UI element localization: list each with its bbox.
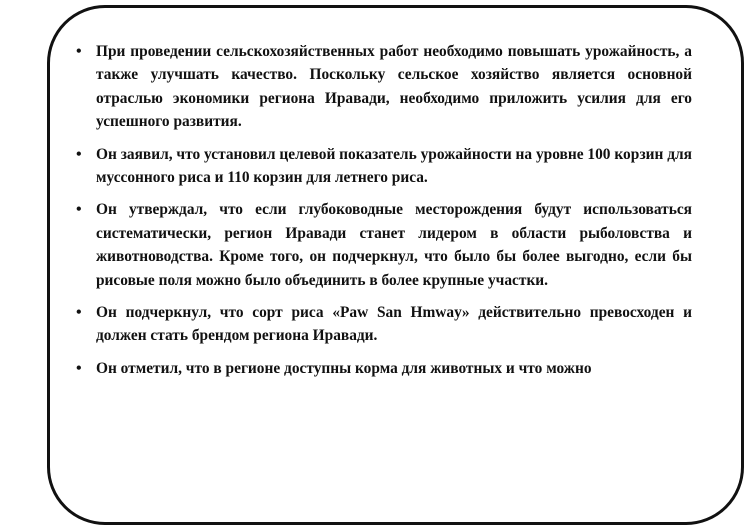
bullet-item-1: • При проведении сельскохозяйственных работ необходимо повышать урожайность, а также улучшать качество. Поскольку сельское хозяйство является основной отраслью экономики региона Иравади, необходимо приложить усилия для его успешного развития. [96,40,692,134]
bullet-item-3: • Он утверждал, что если глубоководные месторождения будут использоваться систематически, регион Иравади станет лидером в области рыболовства и животноводства. Кроме того, он подчеркнул, что было бы более выгодно, если бы рисовые поля можно было объединить в более крупные участки. [96,198,692,292]
bullet-list [96,40,692,389]
bullet-item-5: • Он отметил, что в регионе доступны корма для животных и что можно [96,357,692,380]
bullet-item-4: • Он подчеркнул, что сорт риса «Paw San Hmway» действительно превосходен и должен стать брендом региона Иравади. [96,301,692,348]
bullet-item-2: • Он заявил, что установил целевой показатель урожайности на уровне 100 корзин для муссонного риса и 110 корзин для летнего риса. [96,143,692,190]
